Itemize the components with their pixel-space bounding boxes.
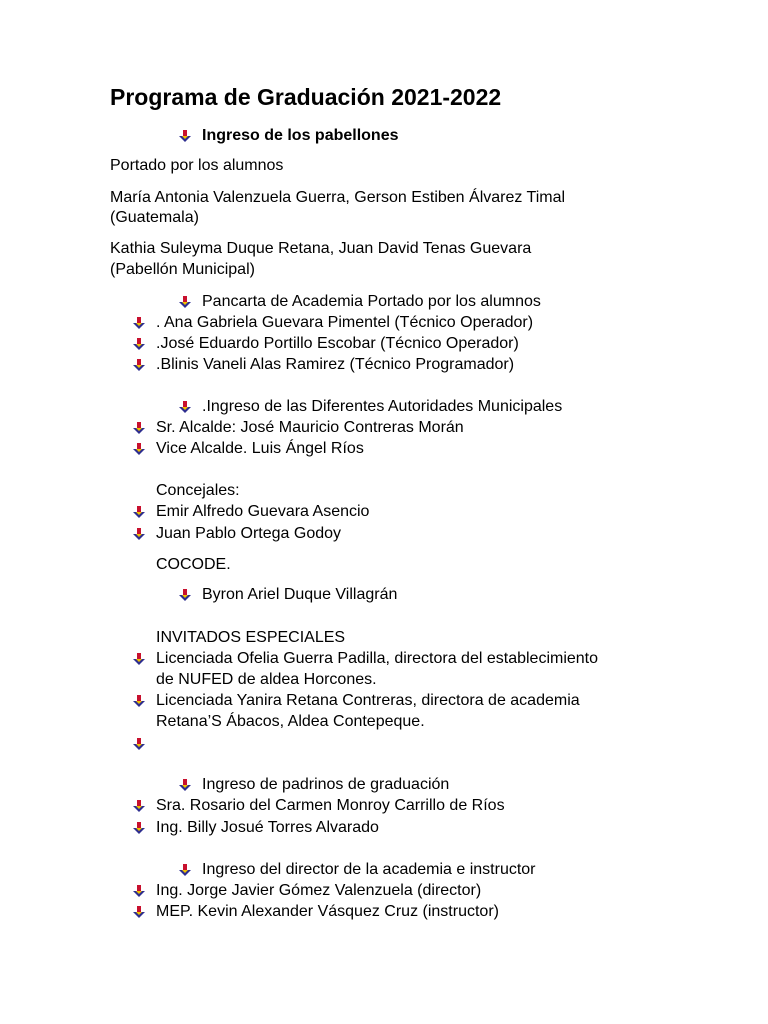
down-arrow-bullet-icon [132, 505, 146, 519]
list-item: Pancarta de Academia Portado por los alumnos [202, 293, 541, 310]
down-arrow-bullet-icon [178, 129, 192, 143]
page-title: Programa de Graduación 2021-2022 [110, 84, 502, 110]
list-item: MEP. Kevin Alexander Vásquez Cruz (instructor) [156, 903, 499, 920]
down-arrow-bullet-icon [132, 905, 146, 919]
list-item: Licenciada Ofelia Guerra Padilla, directora del establecimiento [156, 650, 599, 667]
text-line: COCODE. [156, 556, 231, 573]
list-item: Sra. Rosario del Carmen Monroy Carrillo de Ríos [156, 797, 505, 814]
list-item: Licenciada Yanira Retana Contreras, directora de academia [156, 692, 580, 709]
down-arrow-bullet-icon [178, 778, 192, 792]
text-line: (Pabellón Municipal) [110, 261, 255, 278]
down-arrow-bullet-icon [178, 588, 192, 602]
list-item: Byron Ariel Duque Villagrán [202, 586, 398, 603]
list-item: Emir Alfredo Guevara Asencio [156, 503, 370, 520]
list-item: Ing. Jorge Javier Gómez Valenzuela (director) [156, 882, 482, 899]
list-item: Ingreso de padrinos de graduación [202, 776, 450, 793]
down-arrow-bullet-icon [132, 652, 146, 666]
list-item: .Blinis Vaneli Alas Ramirez (Técnico Programador) [156, 356, 515, 373]
down-arrow-bullet-icon [132, 527, 146, 541]
list-item: Vice Alcalde. Luis Ángel Ríos [156, 440, 364, 457]
list-item: .Ingreso de las Diferentes Autoridades Municipales [202, 398, 563, 415]
down-arrow-bullet-icon [132, 442, 146, 456]
text-line: Portado por los alumnos [110, 157, 284, 174]
text-line: INVITADOS ESPECIALES [156, 629, 346, 646]
down-arrow-bullet-icon [132, 358, 146, 372]
list-item: Juan Pablo Ortega Godoy [156, 525, 342, 542]
down-arrow-bullet-icon [178, 400, 192, 414]
list-item: Ingreso del director de la academia e instructor [202, 861, 536, 878]
list-item: . Ana Gabriela Guevara Pimentel (Técnico Operador) [156, 314, 534, 331]
down-arrow-bullet-icon [132, 821, 146, 835]
down-arrow-bullet-icon [132, 316, 146, 330]
text-line: de NUFED de aldea Horcones. [156, 671, 377, 688]
text-line: Concejales: [156, 482, 240, 499]
down-arrow-bullet-icon [132, 337, 146, 351]
down-arrow-bullet-icon [132, 694, 146, 708]
down-arrow-bullet-icon [132, 421, 146, 435]
down-arrow-bullet-icon [132, 737, 146, 751]
down-arrow-bullet-icon [178, 863, 192, 877]
text-line: Retana’S Ábacos, Aldea Contepeque. [156, 713, 425, 730]
text-line: (Guatemala) [110, 209, 199, 226]
text-line: Kathia Suleyma Duque Retana, Juan David Tenas Guevara [110, 240, 532, 257]
text-line: María Antonia Valenzuela Guerra, Gerson Estiben Álvarez Timal [110, 189, 566, 206]
down-arrow-bullet-icon [132, 884, 146, 898]
list-item: Ingreso de los pabellones [202, 127, 399, 144]
down-arrow-bullet-icon [178, 295, 192, 309]
list-item: Sr. Alcalde: José Mauricio Contreras Morán [156, 419, 464, 436]
down-arrow-bullet-icon [132, 799, 146, 813]
list-item: .José Eduardo Portillo Escobar (Técnico Operador) [156, 335, 519, 352]
list-item: Ing. Billy Josué Torres Alvarado [156, 819, 379, 836]
